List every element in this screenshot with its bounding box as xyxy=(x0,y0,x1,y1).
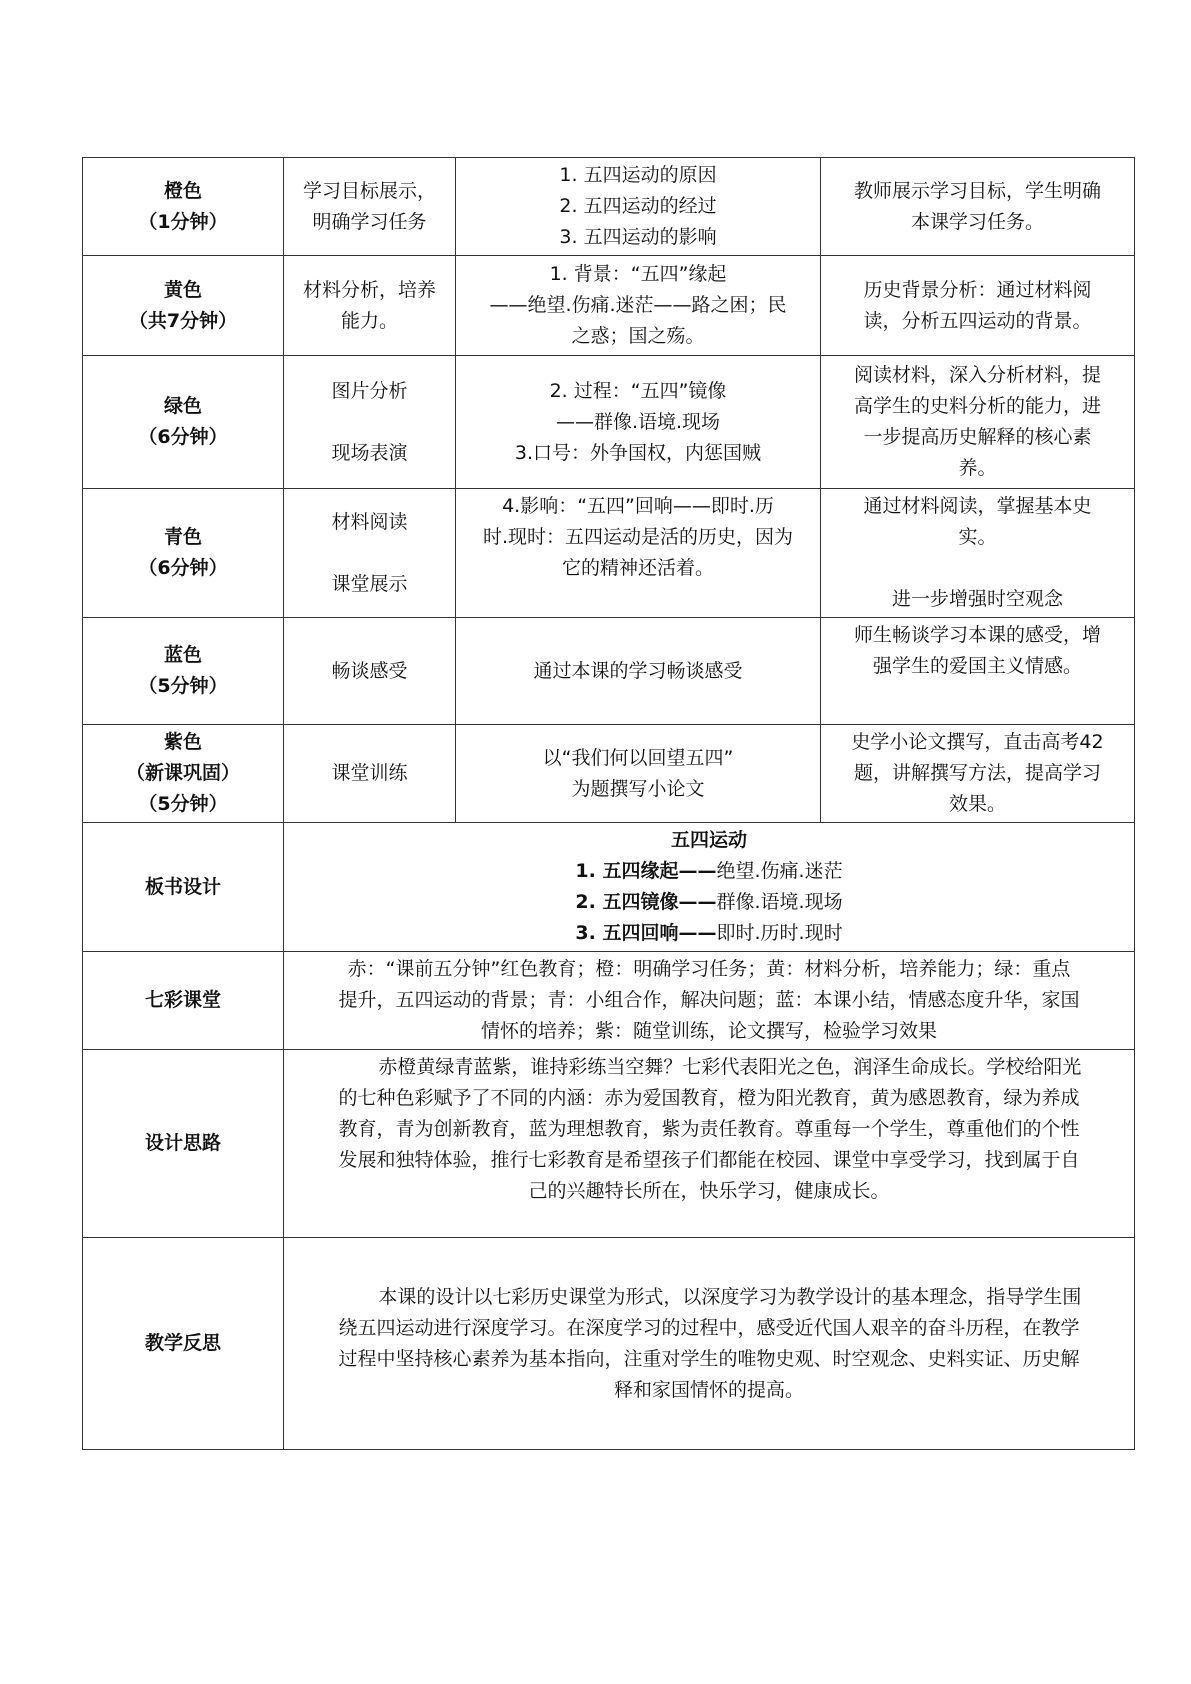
intent-line: 强学生的爱国主义情感。 xyxy=(872,655,1082,677)
activity-cell xyxy=(284,256,456,356)
intent-line: 本课学习任务。 xyxy=(910,210,1044,233)
intent-cell xyxy=(821,356,1135,489)
board-item xyxy=(292,887,1126,918)
design-rationale-cell xyxy=(284,1050,1135,1238)
design-line: 己的兴趣特长所在，快乐学习，健康成长。 xyxy=(528,1180,890,1202)
teaching-reflection-row xyxy=(83,1238,1135,1450)
reflection-line: 本课的设计以七彩历史课堂为形式，以深度学习为教学设计的基本理念，指导学生围 xyxy=(378,1285,1082,1308)
stage-cell xyxy=(83,618,284,725)
intent-line: 史学小论文撰写，直击高考42 xyxy=(851,731,1104,753)
teaching-reflection-label: 教学反思 xyxy=(83,1238,284,1450)
intent-line: 教师展示学习目标，学生明确 xyxy=(853,179,1101,202)
board-item-head: 3. 五四回响—— xyxy=(575,922,717,944)
activity-cell xyxy=(284,725,456,823)
content-cell xyxy=(456,158,821,256)
board-design-label: 板书设计 xyxy=(83,823,284,952)
activity-line: 图片分析 xyxy=(331,379,408,402)
board-item-tail: 即时.历时.现时 xyxy=(716,922,843,944)
intent-cell xyxy=(821,489,1135,618)
board-item xyxy=(292,918,1126,949)
stage-row-purple xyxy=(83,725,1135,823)
activity-line: 材料分析，培养 xyxy=(302,278,436,301)
content-line: 1. 背景：“五四”缘起 xyxy=(549,263,727,285)
stage-duration: （6分钟） xyxy=(138,426,228,448)
intent-line: 进一步增强时空观念 xyxy=(891,588,1063,610)
stage-duration: （1分钟） xyxy=(138,210,228,233)
board-item-tail: 群像.语境.现场 xyxy=(716,891,843,913)
content-line: 为题撰写小论文 xyxy=(571,777,705,800)
intent-line: 高学生的史料分析的能力，进 xyxy=(853,395,1101,417)
activity-line: 学习目标展示， xyxy=(302,179,436,202)
stage-color: 绿色 xyxy=(163,395,202,417)
content-line: 时.现时：五四运动是活的历史，因为 xyxy=(482,526,794,548)
stage-duration: （6分钟） xyxy=(138,557,228,579)
content-line: 2. 过程：“五四”镜像 xyxy=(549,379,727,402)
reflection-line: 过程中坚持核心素养为基本指向，注重对学生的唯物史观、时空观念、史料实证、历史解 xyxy=(338,1347,1080,1370)
stage-cell xyxy=(83,256,284,356)
content-cell xyxy=(456,489,821,618)
reflection-line: 绕五四运动进行深度学习。在深度学习的过程中，感受近代国人艰辛的奋斗历程，在教学 xyxy=(338,1316,1080,1339)
content-cell xyxy=(456,256,821,356)
design-line: 赤橙黄绿青蓝紫，谁持彩练当空舞？七彩代表阳光之色，润泽生命成长。学校给阳光 xyxy=(378,1056,1082,1078)
content-line: 通过本课的学习畅谈感受 xyxy=(533,659,743,682)
content-line: 1. 五四运动的原因 xyxy=(559,164,717,186)
board-design-row xyxy=(83,823,1135,952)
board-item-head: 2. 五四镜像—— xyxy=(575,891,717,913)
intent-line: 养。 xyxy=(958,457,997,479)
activity-line: 畅谈感受 xyxy=(331,659,408,682)
stage-row-cyan xyxy=(83,489,1135,618)
stage-color: 黄色 xyxy=(163,278,202,301)
stage-duration: （共7分钟） xyxy=(128,309,238,332)
content-line: ——绝望.伤痛.迷茫——路之困；民 xyxy=(489,294,787,316)
stage-row-green xyxy=(83,356,1135,489)
stage-color: 蓝色 xyxy=(163,644,202,666)
intent-line: 效果。 xyxy=(948,793,1006,815)
intent-line: 历史背景分析：通过材料阅 xyxy=(863,278,1092,301)
spacer xyxy=(292,538,447,569)
intent-line: 题，讲解撰写方法，提高学习 xyxy=(853,762,1101,784)
stage-cell xyxy=(83,489,284,618)
design-line: 的七种色彩赋予了不同的内涵：赤为爱国教育，橙为阳光教育，黄为感恩教育，绿为养成 xyxy=(338,1087,1080,1109)
stage-subtitle: （新课巩固） xyxy=(125,762,240,784)
board-design-cell xyxy=(284,823,1135,952)
activity-line: 课堂训练 xyxy=(331,762,408,784)
intent-line: 一步提高历史解释的核心素 xyxy=(863,426,1092,448)
design-rationale-label: 设计思路 xyxy=(83,1050,284,1238)
content-line: ——群像.语境.现场 xyxy=(555,410,721,433)
stage-duration: （5分钟） xyxy=(138,675,228,697)
content-cell xyxy=(456,618,821,725)
spacer xyxy=(829,553,1126,584)
board-item-tail: 绝望.伤痛.迷茫 xyxy=(716,860,843,882)
rainbow-classroom-row xyxy=(83,952,1135,1050)
activity-line: 能力。 xyxy=(340,309,398,332)
spacer xyxy=(292,407,447,438)
stage-row-blue xyxy=(83,618,1135,725)
rainbow-line: 提升，五四运动的背景；青：小组合作，解决问题；蓝：本课小结，情感态度升华，家国 xyxy=(338,989,1080,1011)
activity-line: 课堂展示 xyxy=(331,572,408,595)
content-line: 2. 五四运动的经过 xyxy=(559,195,717,217)
board-title: 五四运动 xyxy=(670,829,747,851)
activity-cell xyxy=(284,158,456,256)
stage-cell xyxy=(83,158,284,256)
intent-line: 通过材料阅读，掌握基本史 xyxy=(863,495,1092,517)
activity-line: 明确学习任务 xyxy=(312,210,427,233)
board-item xyxy=(292,856,1126,887)
intent-line: 阅读材料，深入分析材料，提 xyxy=(853,364,1101,386)
content-line: 4.影响：“五四”回响——即时.历 xyxy=(502,495,774,517)
intent-cell xyxy=(821,158,1135,256)
rainbow-line: 赤：“课前五分钟”红色教育；橙：明确学习任务；黄：材料分析，培养能力；绿：重点 xyxy=(347,958,1071,980)
rainbow-line: 情怀的培养；紫：随堂训练，论文撰写，检验学习效果 xyxy=(480,1020,937,1042)
design-line: 教育，青为创新教育，蓝为理想教育，紫为责任教育。尊重每一个学生，尊重他们的个性 xyxy=(338,1118,1080,1140)
content-line: 它的精神还活着。 xyxy=(561,557,714,579)
stage-color: 紫色 xyxy=(163,731,202,753)
content-cell xyxy=(456,356,821,489)
rainbow-classroom-cell xyxy=(284,952,1135,1050)
stage-duration: （5分钟） xyxy=(138,793,228,815)
teaching-reflection-cell xyxy=(284,1238,1135,1450)
reflection-line: 释和家国情怀的提高。 xyxy=(613,1378,804,1401)
activity-cell xyxy=(284,618,456,725)
activity-cell xyxy=(284,356,456,489)
content-line: 3. 五四运动的影响 xyxy=(559,226,717,248)
intent-line: 实。 xyxy=(958,526,997,548)
board-item-head: 1. 五四缘起—— xyxy=(575,860,717,882)
design-line: 发展和独特体验，推行七彩教育是希望孩子们都能在校园、课堂中享受学习，找到属于自 xyxy=(338,1149,1080,1171)
intent-line: 师生畅谈学习本课的感受，增 xyxy=(853,624,1101,646)
activity-line: 材料阅读 xyxy=(331,510,408,533)
activity-line: 现场表演 xyxy=(331,441,408,464)
lesson-plan-table xyxy=(82,157,1135,1450)
content-cell xyxy=(456,725,821,823)
rainbow-classroom-label: 七彩课堂 xyxy=(83,952,284,1050)
stage-color: 橙色 xyxy=(163,179,202,202)
intent-cell xyxy=(821,725,1135,823)
design-rationale-row xyxy=(83,1050,1135,1238)
content-line: 之惑；国之殇。 xyxy=(571,325,705,347)
content-line: 3.口号：外争国权，内惩国贼 xyxy=(514,441,762,464)
stage-row-orange xyxy=(83,158,1135,256)
activity-cell xyxy=(284,489,456,618)
intent-cell xyxy=(821,256,1135,356)
stage-color: 青色 xyxy=(163,526,202,548)
intent-line: 读，分析五四运动的背景。 xyxy=(863,309,1092,332)
stage-cell xyxy=(83,356,284,489)
stage-cell xyxy=(83,725,284,823)
content-line: 以“我们何以回望五四” xyxy=(542,746,734,769)
stage-row-yellow xyxy=(83,256,1135,356)
intent-cell xyxy=(821,618,1135,725)
